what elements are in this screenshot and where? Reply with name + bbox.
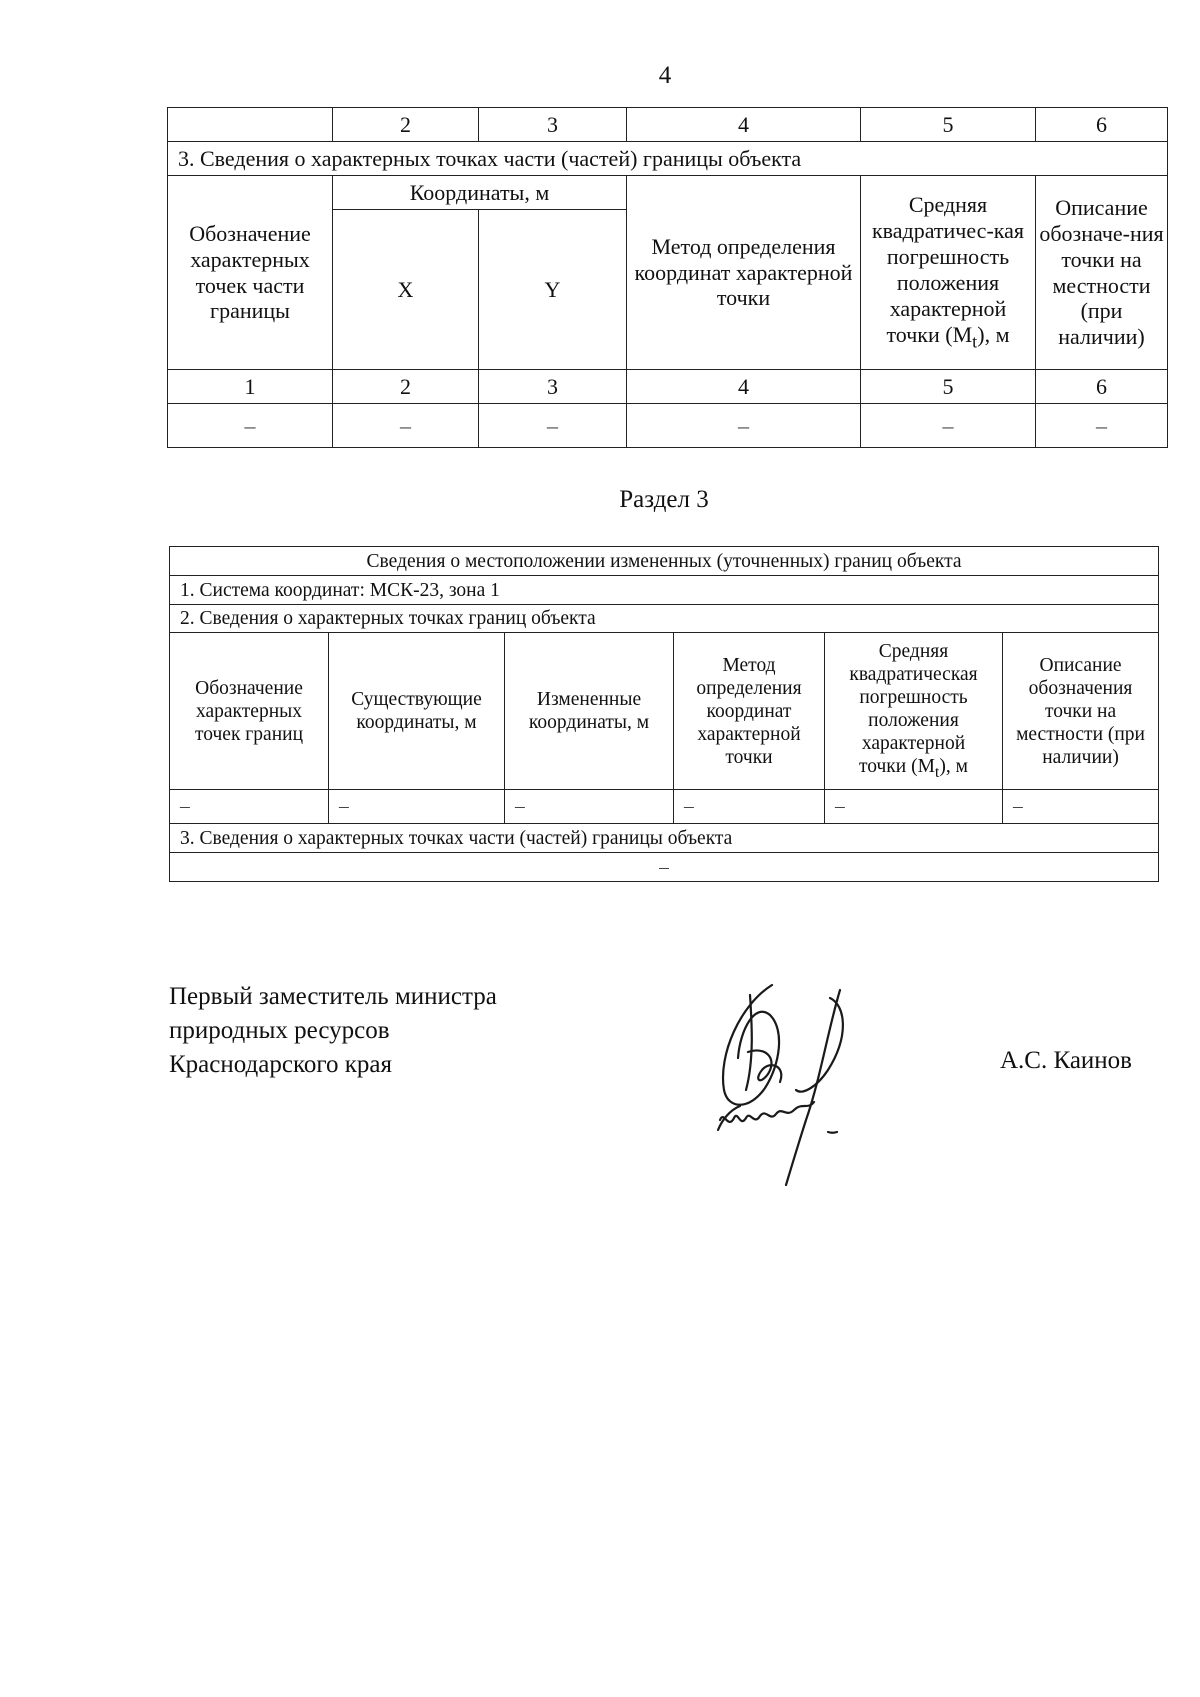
table-title: Сведения о местоположении измененных (уточненных) границ объекта: [170, 547, 1159, 576]
coordinate-system: 1. Система координат: МСК-23, зона 1: [170, 576, 1159, 605]
table-row: [170, 790, 1159, 824]
col-error: [825, 633, 1003, 790]
col-point-designation: Обозначение характерных точек части границы: [168, 176, 333, 370]
column-number-cell: 3: [479, 370, 627, 404]
table-row: [168, 404, 1168, 448]
col-changed-coordinates: Измененные координаты, м: [505, 633, 674, 790]
boundary-points-table-continued: [167, 107, 1168, 448]
signer-position-line: природных ресурсов: [169, 1017, 390, 1044]
col-point-designation: Обозначение характерных точек границ: [170, 633, 329, 790]
col-coordinates: Координаты, м: [333, 176, 627, 210]
column-number-cell: 2: [333, 370, 479, 404]
col-error-subscript: t: [972, 331, 978, 352]
col-error-suffix: ), м: [977, 321, 1010, 347]
col-error-text: Средняя квадратическая погрешность положения характерной: [849, 640, 978, 754]
col-method: Метод определения координат характерной точки: [674, 633, 825, 790]
column-number-cell: 6: [1036, 370, 1168, 404]
signer-position: [169, 980, 497, 1082]
col-error-prefix: точки (M: [858, 755, 935, 777]
table-cell: –: [333, 404, 479, 448]
col-error-prefix: точки (M: [886, 321, 973, 347]
signer-name: А.С. Каинов: [1000, 1047, 1132, 1074]
table-cell: –: [861, 404, 1036, 448]
parts-heading: 3. Сведения о характерных точках части (частей) границы объекта: [170, 824, 1159, 853]
section-heading: 3. Сведения о характерных точках части (частей) границы объекта: [168, 142, 1168, 176]
column-number-cell: 5: [861, 370, 1036, 404]
handwritten-signature: [710, 970, 880, 1200]
col-description: Описание обозначе-ния точки на местности (при наличии): [1036, 176, 1168, 370]
changed-boundaries-table: [169, 546, 1159, 882]
col-error: [861, 176, 1036, 370]
table-cell: –: [505, 790, 674, 824]
header-number-cell: 4: [627, 108, 861, 142]
col-error-suffix: ), м: [939, 755, 969, 777]
table-cell: –: [479, 404, 627, 448]
header-number-cell: 2: [333, 108, 479, 142]
col-error-subscript: t: [934, 762, 940, 781]
col-x: X: [333, 210, 479, 370]
table-cell: –: [1003, 790, 1159, 824]
points-heading: 2. Сведения о характерных точках границ объекта: [170, 605, 1159, 633]
header-number-cell: 5: [861, 108, 1036, 142]
parts-value: –: [170, 853, 1159, 882]
table-cell: –: [627, 404, 861, 448]
signer-position-line: Первый заместитель министра: [169, 983, 497, 1010]
header-number-cell: 3: [479, 108, 627, 142]
col-error-text: Средняя квадратичес-кая погрешность положения характерной: [871, 192, 1025, 321]
table-cell: –: [674, 790, 825, 824]
table-header-numbers-row: [168, 108, 1168, 142]
table-cell: –: [170, 790, 329, 824]
col-existing-coordinates: Существующие координаты, м: [329, 633, 505, 790]
table-cell: –: [168, 404, 333, 448]
table-cell: –: [329, 790, 505, 824]
signer-position-line: Краснодарского края: [169, 1051, 392, 1078]
col-description: Описание обозначения точки на местности (при наличии): [1003, 633, 1159, 790]
table-cell: –: [825, 790, 1003, 824]
header-number-cell: 6: [1036, 108, 1168, 142]
column-numbers-row: [168, 370, 1168, 404]
page-number: 4: [658, 62, 672, 89]
header-number-cell: [168, 108, 333, 142]
col-method: Метод определения координат характерной точки: [627, 176, 861, 370]
col-y: Y: [479, 210, 627, 370]
column-number-cell: 1: [168, 370, 333, 404]
table-cell: –: [1036, 404, 1168, 448]
section-title: Раздел 3: [619, 486, 709, 513]
column-number-cell: 4: [627, 370, 861, 404]
